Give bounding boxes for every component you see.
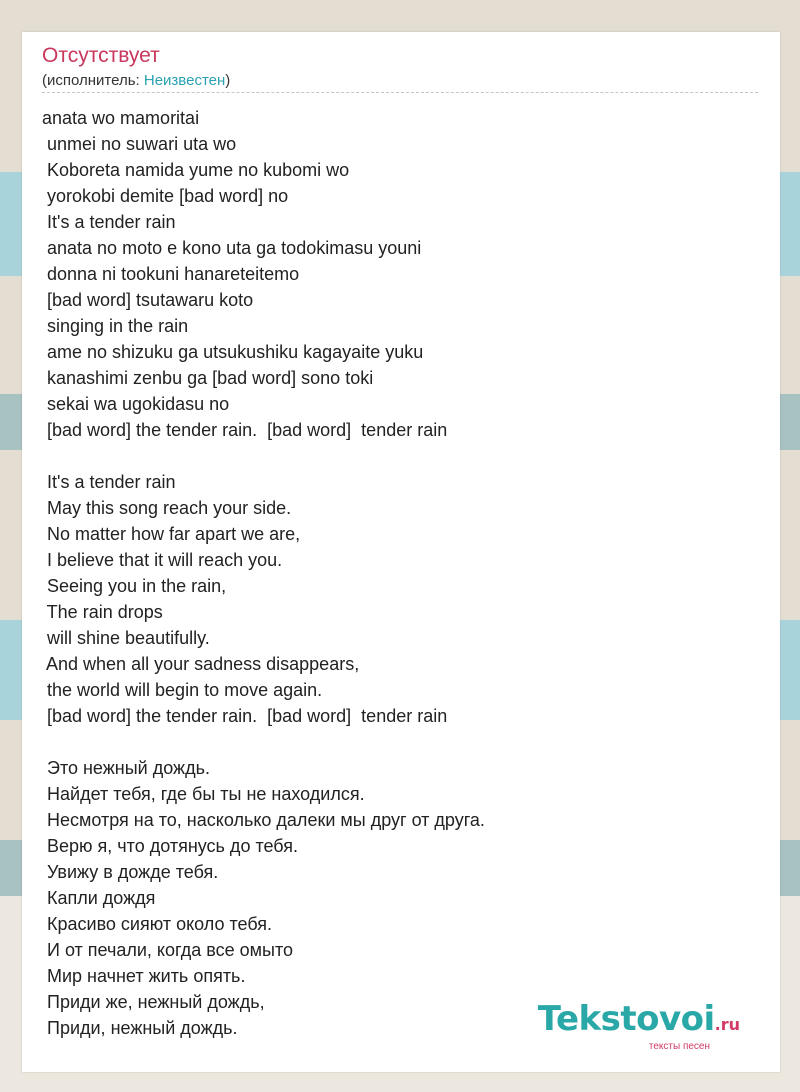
lyric-line: The rain drops — [42, 602, 163, 622]
lyric-line: And when all your sadness disappears, — [42, 654, 360, 674]
lyric-line — [42, 443, 758, 469]
lyric-line: Капли дождя — [42, 888, 156, 908]
lyric-line: И от печали, когда все омыто — [42, 940, 294, 960]
lyric-line: [bad word] the tender rain. [bad word] tender rain — [42, 420, 448, 440]
lyric-line: will shine beautifully. — [42, 628, 210, 648]
song-title: Отсутствует — [42, 44, 160, 67]
lyric-line: ame no shizuku ga utsukushiku kagayaite yuku — [42, 342, 424, 362]
lyric-line: Найдет тебя, где бы ты не находился. — [42, 784, 365, 804]
lyric-line: anata wo mamoritai — [42, 108, 200, 128]
artist-link[interactable]: Неизвестен — [143, 72, 226, 89]
lyrics-text — [42, 105, 758, 1041]
site-logo[interactable] — [538, 1001, 740, 1052]
logo-wordmark — [538, 1001, 740, 1043]
lyric-line: the world will begin to move again. — [42, 680, 323, 700]
lyric-line: [bad word] the tender rain. [bad word] tender rain — [42, 706, 448, 726]
lyric-line: donna ni tookuni hanareteitemo — [42, 264, 300, 284]
logo-domain: .ru — [714, 1015, 740, 1034]
lyric-line: May this song reach your side. — [42, 498, 292, 518]
logo-name: Tekstovoi — [537, 999, 715, 1039]
lyric-line: Верю я, что дотянусь до тебя. — [42, 836, 298, 856]
lyric-line: Несмотря на то, насколько далеки мы друг от друга. — [42, 810, 485, 830]
lyric-line: kanashimi zenbu ga [bad word] sono toki — [42, 368, 374, 388]
lyric-line: sekai wa ugokidasu no — [42, 394, 230, 414]
logo-tagline: тексты песен — [648, 1041, 710, 1052]
performer-suffix: ) — [225, 72, 231, 89]
lyric-line: Мир начнет жить опять. — [42, 966, 246, 986]
lyric-line: It's a tender rain — [42, 212, 176, 232]
lyric-line: Увижу в дожде тебя. — [42, 862, 219, 882]
lyric-line: Приди же, нежный дождь, — [42, 992, 265, 1012]
lyric-line: unmei no suwari uta wo — [42, 134, 237, 154]
lyric-line: singing in the rain — [42, 316, 189, 336]
divider — [42, 92, 758, 93]
lyric-line: [bad word] tsutawaru koto — [42, 290, 254, 310]
lyric-line: It's a tender rain — [42, 472, 176, 492]
lyric-line — [42, 729, 758, 755]
lyric-line: Красиво сияют около тебя. — [42, 914, 273, 934]
lyric-line: anata no moto e kono uta ga todokimasu youni — [42, 238, 422, 258]
lyrics-card — [22, 32, 780, 1072]
lyric-line: I believe that it will reach you. — [42, 550, 283, 570]
performer-line — [42, 72, 230, 90]
lyric-line: No matter how far apart we are, — [42, 524, 301, 544]
lyric-line: Приди, нежный дождь. — [42, 1018, 238, 1038]
lyric-line: Seeing you in the rain, — [42, 576, 227, 596]
performer-prefix: (исполнитель: — [42, 72, 144, 89]
lyric-line: Koboreta namida yume no kubomi wo — [42, 160, 350, 180]
lyric-line: yorokobi demite [bad word] no — [42, 186, 289, 206]
lyric-line: Это нежный дождь. — [42, 758, 210, 778]
